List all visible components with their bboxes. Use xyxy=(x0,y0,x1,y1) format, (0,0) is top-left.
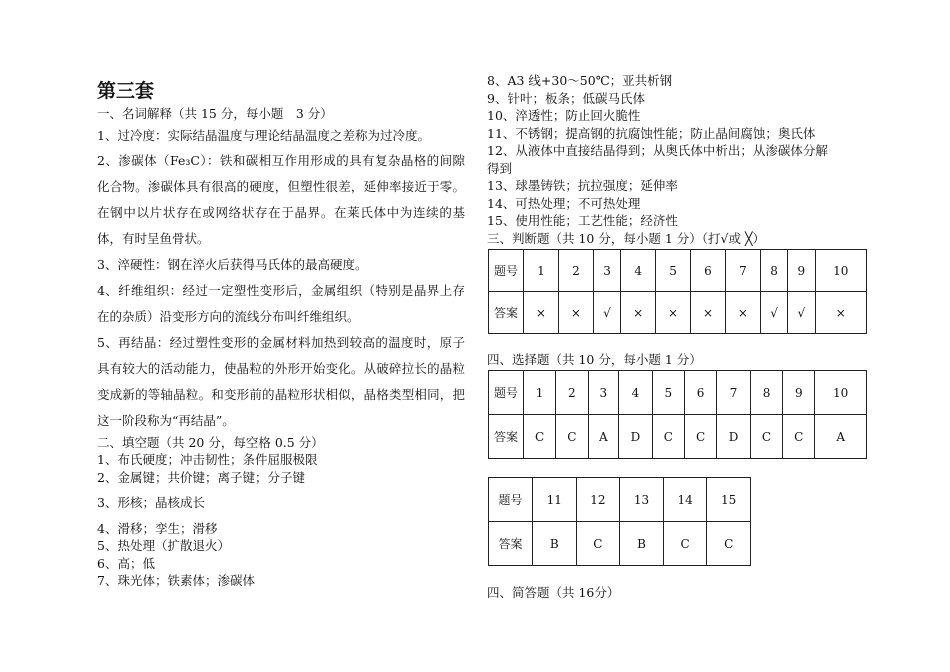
answer-cell: × xyxy=(691,292,726,334)
question-number-cell: 4 xyxy=(621,250,656,292)
question-number-cell: 6 xyxy=(685,371,717,415)
section4-heading: 四、选择题（共 10 分，每小题 1 分） xyxy=(487,352,702,367)
choice-table xyxy=(488,370,867,459)
table-row xyxy=(489,292,867,334)
answer-cell: × xyxy=(524,292,559,334)
fill-item: 15、使用性能；工艺性能；经济性 xyxy=(487,213,678,228)
question-number-cell: 3 xyxy=(588,371,619,415)
fill-item: 13、球墨铸铁；抗拉强度；延伸率 xyxy=(487,178,678,193)
question-number-cell: 14 xyxy=(663,478,707,522)
fill-item: 6、高；低 xyxy=(97,555,155,571)
answer-cell: C xyxy=(783,415,815,459)
row-label-question xyxy=(489,250,524,292)
question-number-cell: 2 xyxy=(558,250,593,292)
fill-item: 2、金属键；共价键；离子键；分子键 xyxy=(97,469,305,485)
answer-cell: A xyxy=(815,415,867,459)
question-number-cell: 7 xyxy=(717,371,751,415)
row-label-answer xyxy=(489,292,524,334)
page-title: 第三套 xyxy=(97,80,155,102)
choice-table-extra xyxy=(488,477,751,566)
fill-item: 10、淬透性；防止回火脆性 xyxy=(487,108,641,123)
question-number-cell: 15 xyxy=(707,478,751,522)
left-column xyxy=(97,78,465,590)
question-number-cell: 10 xyxy=(815,371,867,415)
fill-item: 14、可热处理；不可热处理 xyxy=(487,195,641,211)
answer-cell: × xyxy=(558,292,593,334)
label-text: 题号 xyxy=(493,385,518,400)
definition-item: 4、纤维组织：经过一定塑性变形后，金属组织（特别是晶界上存在的杂质）沿变形方向的流线分布叫纤维组织。 xyxy=(97,282,465,324)
answer-cell: D xyxy=(717,415,751,459)
table-row xyxy=(489,478,751,522)
table-row xyxy=(489,415,867,459)
question-number-cell: 1 xyxy=(524,371,556,415)
question-number-cell: 5 xyxy=(656,250,691,292)
row-label-question xyxy=(489,478,533,522)
question-number-cell: 3 xyxy=(593,250,620,292)
row-label-answer xyxy=(489,522,533,566)
fill-item: 9、针叶；板条；低碳马氏体 xyxy=(487,90,645,106)
section1-heading: 一、名词解释（共 15 分，每小题 3 分） xyxy=(97,106,333,121)
row-label-answer xyxy=(489,415,524,459)
fill-item: 4、滑移；孪生；滑移 xyxy=(97,520,218,536)
answer-cell: D xyxy=(619,415,653,459)
definition-item: 3、淬硬性：钢在淬火后获得马氏体的最高硬度。 xyxy=(97,256,368,272)
question-number-cell: 9 xyxy=(788,250,815,292)
question-number-cell: 12 xyxy=(576,478,620,522)
definition-item: 5、再结晶：经过塑性变形的金属材料加热到较高的温度时，原子具有较大的活动能力，使晶粒的外形开始变化。从破碎拉长的晶粒变成新的等轴晶粒。和变形前的晶粒形状相似，晶格类型相同，把这一阶段称为“再结晶”。 xyxy=(97,334,465,428)
answer-cell: × xyxy=(725,292,760,334)
section3-heading: 三、判断题（共 10 分，每小题 1 分）（打√或 ╳） xyxy=(487,230,765,246)
answer-cell: A xyxy=(588,415,619,459)
answer-cell: B xyxy=(533,522,577,566)
fill-item: 7、珠光体；铁素体；渗碳体 xyxy=(97,573,255,588)
question-number-cell: 1 xyxy=(524,250,559,292)
question-number-cell: 5 xyxy=(652,371,684,415)
answer-cell: C xyxy=(685,415,717,459)
answer-cell: C xyxy=(524,415,556,459)
section5-heading: 四、简答题（共 16分） xyxy=(487,585,620,600)
right-column xyxy=(487,72,887,247)
answer-cell: C xyxy=(750,415,782,459)
label-text: 答案 xyxy=(493,305,518,320)
question-number-cell: 2 xyxy=(556,371,588,415)
label-text: 答案 xyxy=(493,429,518,444)
answer-cell: √ xyxy=(760,292,787,334)
answer-cell: C xyxy=(707,522,751,566)
fill-item: 得到 xyxy=(487,160,513,176)
question-number-cell: 13 xyxy=(620,478,664,522)
table-row xyxy=(489,522,751,566)
answer-cell: C xyxy=(663,522,707,566)
answer-cell: C xyxy=(652,415,684,459)
answer-cell: √ xyxy=(788,292,815,334)
label-text: 题号 xyxy=(498,493,523,507)
question-number-cell: 8 xyxy=(760,250,787,292)
fill-item: 3、形核；晶核成长 xyxy=(97,495,205,510)
true-false-table xyxy=(488,249,867,334)
question-number-cell: 8 xyxy=(750,371,782,415)
label-text: 题号 xyxy=(493,263,518,278)
fill-item: 8、A3 线+30～50℃；亚共析钢 xyxy=(487,73,673,88)
answer-cell: C xyxy=(556,415,588,459)
section2-heading: 二、填空题（共 20 分，每空格 0.5 分） xyxy=(97,434,324,450)
question-number-cell: 9 xyxy=(783,371,815,415)
row-label-question xyxy=(489,371,524,415)
fill-item: 5、热处理（扩散退火） xyxy=(97,538,230,553)
definition-item: 1、过冷度：实际结晶温度与理论结晶温度之差称为过冷度。 xyxy=(97,127,430,143)
table-row xyxy=(489,250,867,292)
question-number-cell: 10 xyxy=(815,250,866,292)
fill-item: 11、不锈钢；提高钢的抗腐蚀性能；防止晶间腐蚀；奥氏体 xyxy=(487,125,816,141)
definition-item: 2、渗碳体（Fe₃C）：铁和碳相互作用形成的具有复杂晶格的间隙化合物。渗碳体具有很高的硬度，但塑性很差，延伸率接近于零。在钢中以片状存在或网络状存在于晶界。在莱氏体中为连续的基体，有时呈鱼骨状。 xyxy=(97,152,465,246)
question-number-cell: 4 xyxy=(619,371,653,415)
question-number-cell: 11 xyxy=(533,478,577,522)
answer-cell: × xyxy=(815,292,866,334)
fill-item: 1、布氏硬度；冲击韧性；条件屈服极限 xyxy=(97,452,318,467)
fill-item: 12、从液体中直接结晶得到；从奥氏体中析出；从渗碳体分解 xyxy=(487,143,828,158)
table-row xyxy=(489,371,867,415)
answer-cell: C xyxy=(576,522,620,566)
answer-cell: B xyxy=(620,522,664,566)
label-text: 答案 xyxy=(498,537,523,551)
answer-cell: × xyxy=(656,292,691,334)
answer-cell: √ xyxy=(593,292,620,334)
question-number-cell: 6 xyxy=(691,250,726,292)
question-number-cell: 7 xyxy=(725,250,760,292)
answer-cell: × xyxy=(621,292,656,334)
